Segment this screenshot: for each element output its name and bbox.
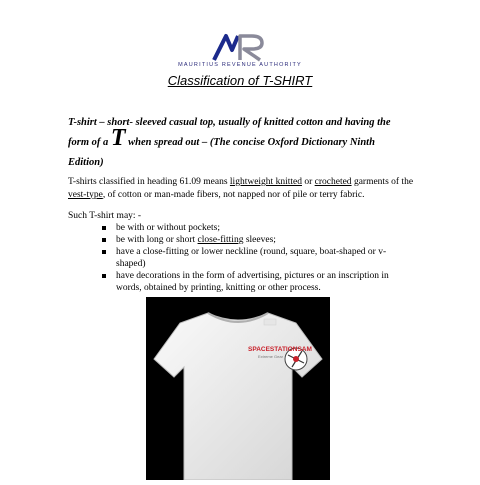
tshirt-tag [264,319,276,325]
link-close-fitting[interactable]: close-fitting [197,235,244,245]
page-title: Classification of T-SHIRT [167,73,313,88]
definition-form-prefix: form of a [68,137,111,148]
link-crocheted[interactable]: crocheted [314,177,352,187]
logo-r-mark [240,36,262,60]
definition-line-2 [68,125,423,153]
mra-logo [210,32,268,62]
list-item: have a close-fitting or lower neckline (round, square, boat-shaped or v-shaped) [100,246,410,270]
tshirt-print-text: SPACESTATIONSAM [248,346,312,353]
para-text-1: T-shirts classified in heading 61.09 means [68,177,230,187]
link-vest-type[interactable]: vest-type [68,189,103,200]
definition-line-2-suffix: when spread out – (The concise Oxford Dictionary Ninth [125,137,375,148]
list-item: be with or without pockets; [100,222,410,234]
definition-line-1: T-shirt – short- sleeved casual top, usually of knitted cotton and having the [68,117,391,128]
definition-big-t: T [110,125,126,151]
list-item [100,234,410,246]
bullet-2-post: sleeves; [243,235,276,245]
tshirt-body [154,313,322,480]
tshirt-photo [146,297,330,480]
tshirt-print-subtext: Extreme Gear [258,354,283,359]
tshirt-illustration [146,297,330,480]
list-item: have decorations in the form of advertising, pictures or an inscription in words, obtained by printing, knitting or other process. [100,270,410,294]
para-text-2: or [301,177,315,187]
classification-paragraph [68,176,428,201]
link-lightweight-knitted[interactable]: lightweight knitted [229,177,302,187]
definition-line-3: Edition) [68,157,104,168]
org-name: MAURITIUS REVENUE AUTHORITY [178,62,302,68]
para-text-3: garments of the [351,177,414,187]
definition [68,113,423,173]
bullet-2-pre: be with long or short [116,235,198,245]
logo-m-mark [214,36,238,60]
para-text-4: , of cotton or man-made fibers, not napped nor of pile or terry fabric. [102,189,365,200]
may-intro: Such T-shirt may: - [68,211,142,221]
may-bullet-list [100,222,410,294]
